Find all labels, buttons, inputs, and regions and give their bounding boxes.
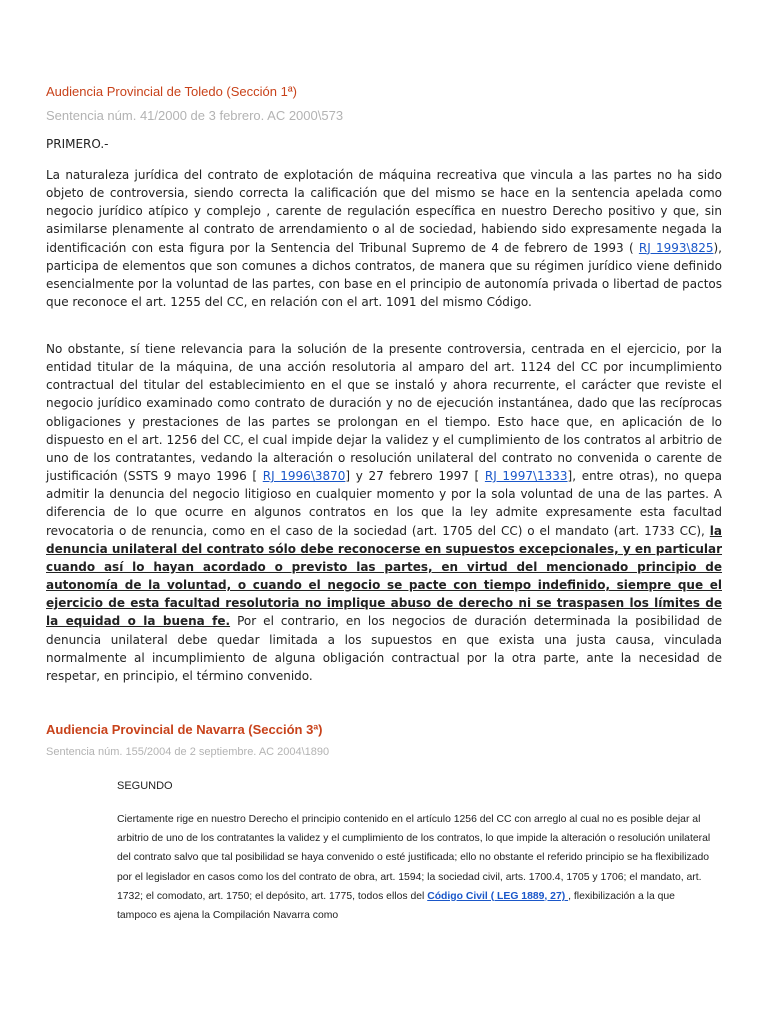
section-1-paragraph-1 [46,166,722,311]
paragraph-text: ] y 27 febrero 1997 [ [345,469,485,484]
emphasized-passage: la denuncia unilateral del contrato sólo debe reconocerse en supuestos excepcionales, y en particular cuando así lo hayan acordado o previsto las partes, en virtud del mencionado principio de autonomía de la voluntad, o cuando el negocio se pacte con tiempo indefinido, siempre que el ejercicio de esta facultad resolutoria no implique abuso de derecho ni se traspasen los límites de la equidad o la buena fe. [46,523,722,629]
reference-link-rj-1993-825[interactable]: RJ 1993\825 [638,240,714,255]
section-2-heading: SEGUNDO [117,780,173,792]
paragraph-text: Ciertamente rige en nuestro Derecho el principio contenido en el artículo 1256 del CC con arreglo al cual no es posible dejar al arbitrio de uno de los contratantes la validez y el cumplimiento de los contratos, lo que impide la alteración o resolución unilateral del contrato salvo que tal posibilidad se haya convenido o esté justificada; ello no obstante el referido principio se ha flexibilizado por el legislador en casos como los del contrato de obra, art. 1594; la sociedad civil, arts. 1700.4, 1705 y 1706; el mandato, art. 1732; el comodato, art. 1750; el depósito, art. 1775, todos ellos del [117,814,711,902]
section-2-citation: Sentencia núm. 155/2004 de 2 septiembre. AC 2004\1890 [46,746,330,758]
reference-link-rj-1997-1333[interactable]: RJ 1997\1333 [484,469,568,484]
section-1-title: Audiencia Provincial de Toledo (Sección 1ª) [46,84,297,99]
section-2-title: Audiencia Provincial de Navarra (Sección 3ª) [46,722,323,737]
paragraph-text: , flexibilización a la que tampoco es ajena la Compilación Navarra como [117,890,675,922]
paragraph-text: ], entre otras), no quepa admitir la denuncia del negocio litigioso en cualquier momento y por la sola voluntad de una de las partes. A diferencia de lo que ocurre en algunos contratos en los que la ley admite expresamente esta facultad revocatoria o de renuncia, como en el caso de la sociedad (art. 1705 del CC) o el mandato (art. 1733 CC), [46,469,723,538]
paragraph-text: ), participa de elementos que son comunes a dichos contratos, de manera que su régimen jurídico viene definido esencialmente por la voluntad de las partes, con base en el principio de autonomía privada o libertad de pactos que reconoce el art. 1255 del CC, en relación con el art. 1091 del mismo Código. [46,240,722,310]
reference-link-codigo-civil[interactable]: Código Civil ( LEG 1889, 27) [427,890,569,902]
section-1-citation: Sentencia núm. 41/2000 de 3 febrero. AC 2000\573 [46,108,344,123]
section-1-paragraph-2 [46,340,722,685]
paragraph-text: La naturaleza jurídica del contrato de explotación de máquina recreativa que vincula a las partes no ha sido objeto de controversia, siendo correcta la calificación que del mismo se hace en la sentencia apelada como negocio jurídico atípico y complejo , carente de regulación específica en nuestro Derecho positivo y que, sin asimilarse plenamente al contrato de arrendamiento o al de sociedad, habiendo sido expresamente negada la identificación con esta figura por la Sentencia del Tribunal Supremo de 4 de febrero de 1993 ( [46,168,722,255]
section-1-heading: PRIMERO.- [46,137,109,151]
paragraph-text: Por el contrario, en los negocios de duración determinada la posibilidad de denuncia unilateral debe quedar limitada a los supuestos en que exista una justa causa, vinculada normalmente al incumplimiento de alguna obligación contractual por la otra parte, ante la necesidad de respetar, en principio, el término convenido. [46,614,723,683]
paragraph-text: No obstante, sí tiene relevancia para la solución de la presente controversia, centrada en el ejercicio, por la entidad titular de la máquina, de una acción resolutoria al amparo del art. 1124 del CC por incumplimiento contractual del titular del establecimiento en el que se instaló y ahora recurrente, el carácter que reviste el negocio jurídico examinado como contrato de duración y no de ejecución instantánea, dado que las recíprocas obligaciones y prestaciones de las partes se prolongan en el tiempo. Esto hace que, en aplicación de lo dispuesto en el art. 1256 del CC, el cual impide dejar la validez y el cumplimiento de los contratos al arbitrio de uno de los contratantes, vedando la alteración o resolución unilateral del contrato no convenida o carente de justificación (SSTS 9 mayo 1996 [ [46,342,722,484]
reference-link-rj-1996-3870[interactable]: RJ 1996\3870 [262,469,346,484]
section-2-paragraph-1 [117,810,715,925]
